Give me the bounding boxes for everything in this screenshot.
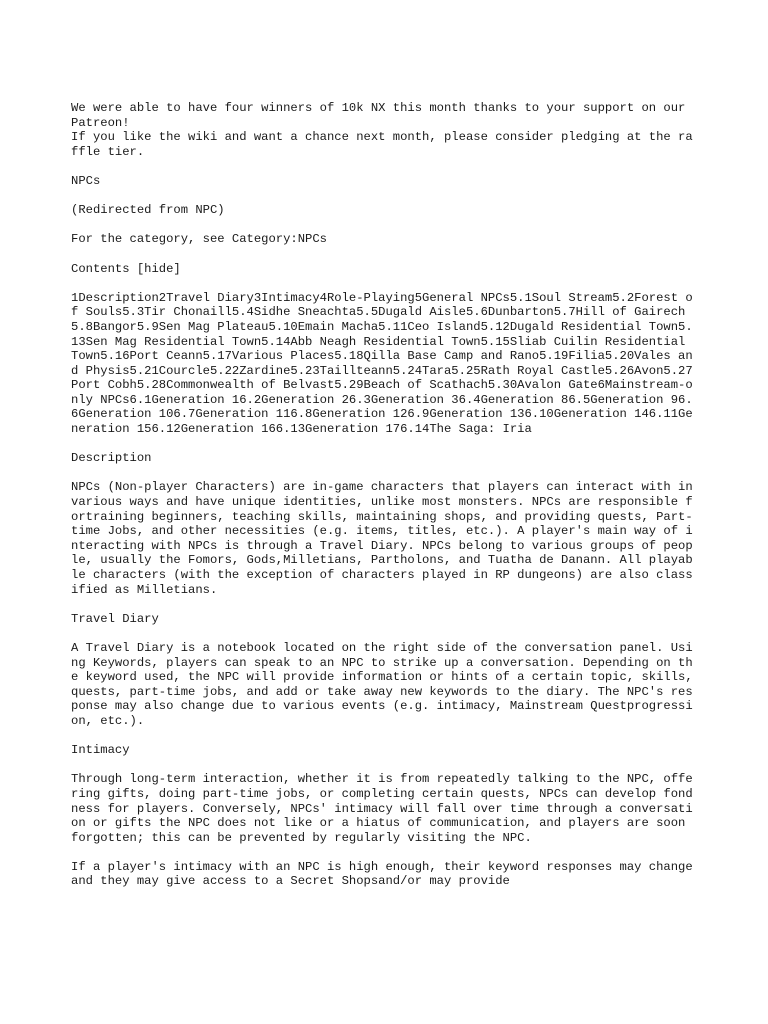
redirect-note: (Redirected from NPC) xyxy=(71,203,225,218)
category-note: For the category, see Category:NPCs xyxy=(71,232,327,247)
table-of-contents[interactable]: 1Description2Travel Diary3Intimacy4Role-Playing5General NPCs5.1Soul Stream5.2Forest of Souls5.3Tir Chonaill5.4Sidhe Sneachta5.5Dugald Aisle5.6Dunbarton5.7Hill of Gairech5.8Bangor5.9Sen Mag Plateau5.10Emain Macha5.11Ceo Island5.12Dugald Residential Town5.13Sen Mag Residential Town5.14Abb Neagh Residential Town5.15Sliab Cuilin Residential Town5.16Port Ceann5.17Various Places5.18Qilla Base Camp and Rano5.19Filia5.20Vales and Physis5.21Courcle5.22Zardine5.23Taillteann5.24Tara5.25Rath Royal Castle5.26Avon5.27Port Cobh5.28Commonwealth of Belvast5.29Beach of Scathach5.30Avalon Gate6Mainstream-only NPCs6.1Generation 16.2Generation 26.3Generation 36.4Generation 86.5Generation 96.6Generation 106.7Generation 116.8Generation 126.9Generation 136.10Generation 146.11Generation 156.12Generation 166.13Generation 176.14The Saga: Iria xyxy=(71,290,693,437)
intimacy-body-1: Through long-term interaction, whether it is from repeatedly talking to the NPC, offering gifts, doing part-time jobs, or completing certain quests, NPCs can develop fondness for players. Conversely, NPCs' intimacy will fall over time through a conversation or gifts the NPC does not like or a hiatus of communication, and players are soon forgotten; this can be prevented by regularly visiting the NPC. xyxy=(71,772,693,845)
description-body: NPCs (Non-player Characters) are in-game characters that players can interact with in various ways and have unique identities, unlike most monsters. NPCs are responsible fortraining beginners, teaching skills, maintaining shops, and providing quests, Part-time Jobs, and other necessities (e.g. items, titles, etc.). A player's main way of interacting with NPCs is through a Travel Diary. NPCs belong to various groups of people, usually the Fomors, Gods,Milletians, Partholons, and Tuatha de Danann. All playable characters (with the exception of characters played in RP dungeons) are also classified as Milletians. xyxy=(71,480,700,597)
intimacy-heading: Intimacy xyxy=(71,743,130,758)
patreon-banner-line-2: If you like the wiki and want a chance next month, please consider pledging at the raffle tier. xyxy=(71,130,693,159)
travel-diary-body: A Travel Diary is a notebook located on the right side of the conversation panel. Using Keywords, players can speak to an NPC to strike up a conversation. Depending on the keyword used, the NPC will provide information or hints of a certain topic, skills, quests, part-time jobs, and add or take away new keywords to the diary. The NPC's response may also change due to various events (e.g. intimacy, Mainstream Questprogression, etc.). xyxy=(71,640,700,728)
contents-label[interactable]: Contents [hide] xyxy=(71,261,181,276)
travel-diary-heading: Travel Diary xyxy=(71,611,159,626)
page-title: NPCs xyxy=(71,173,101,188)
intimacy-body-2: If a player's intimacy with an NPC is high enough, their keyword responses may change and they may give access to a Secret Shopsand/or may provide xyxy=(71,859,700,889)
document-page xyxy=(71,101,700,889)
patreon-banner-line-1: We were able to have four winners of 10k NX this month thanks to your support on our Patreon! xyxy=(71,101,693,130)
description-heading: Description xyxy=(71,451,152,466)
